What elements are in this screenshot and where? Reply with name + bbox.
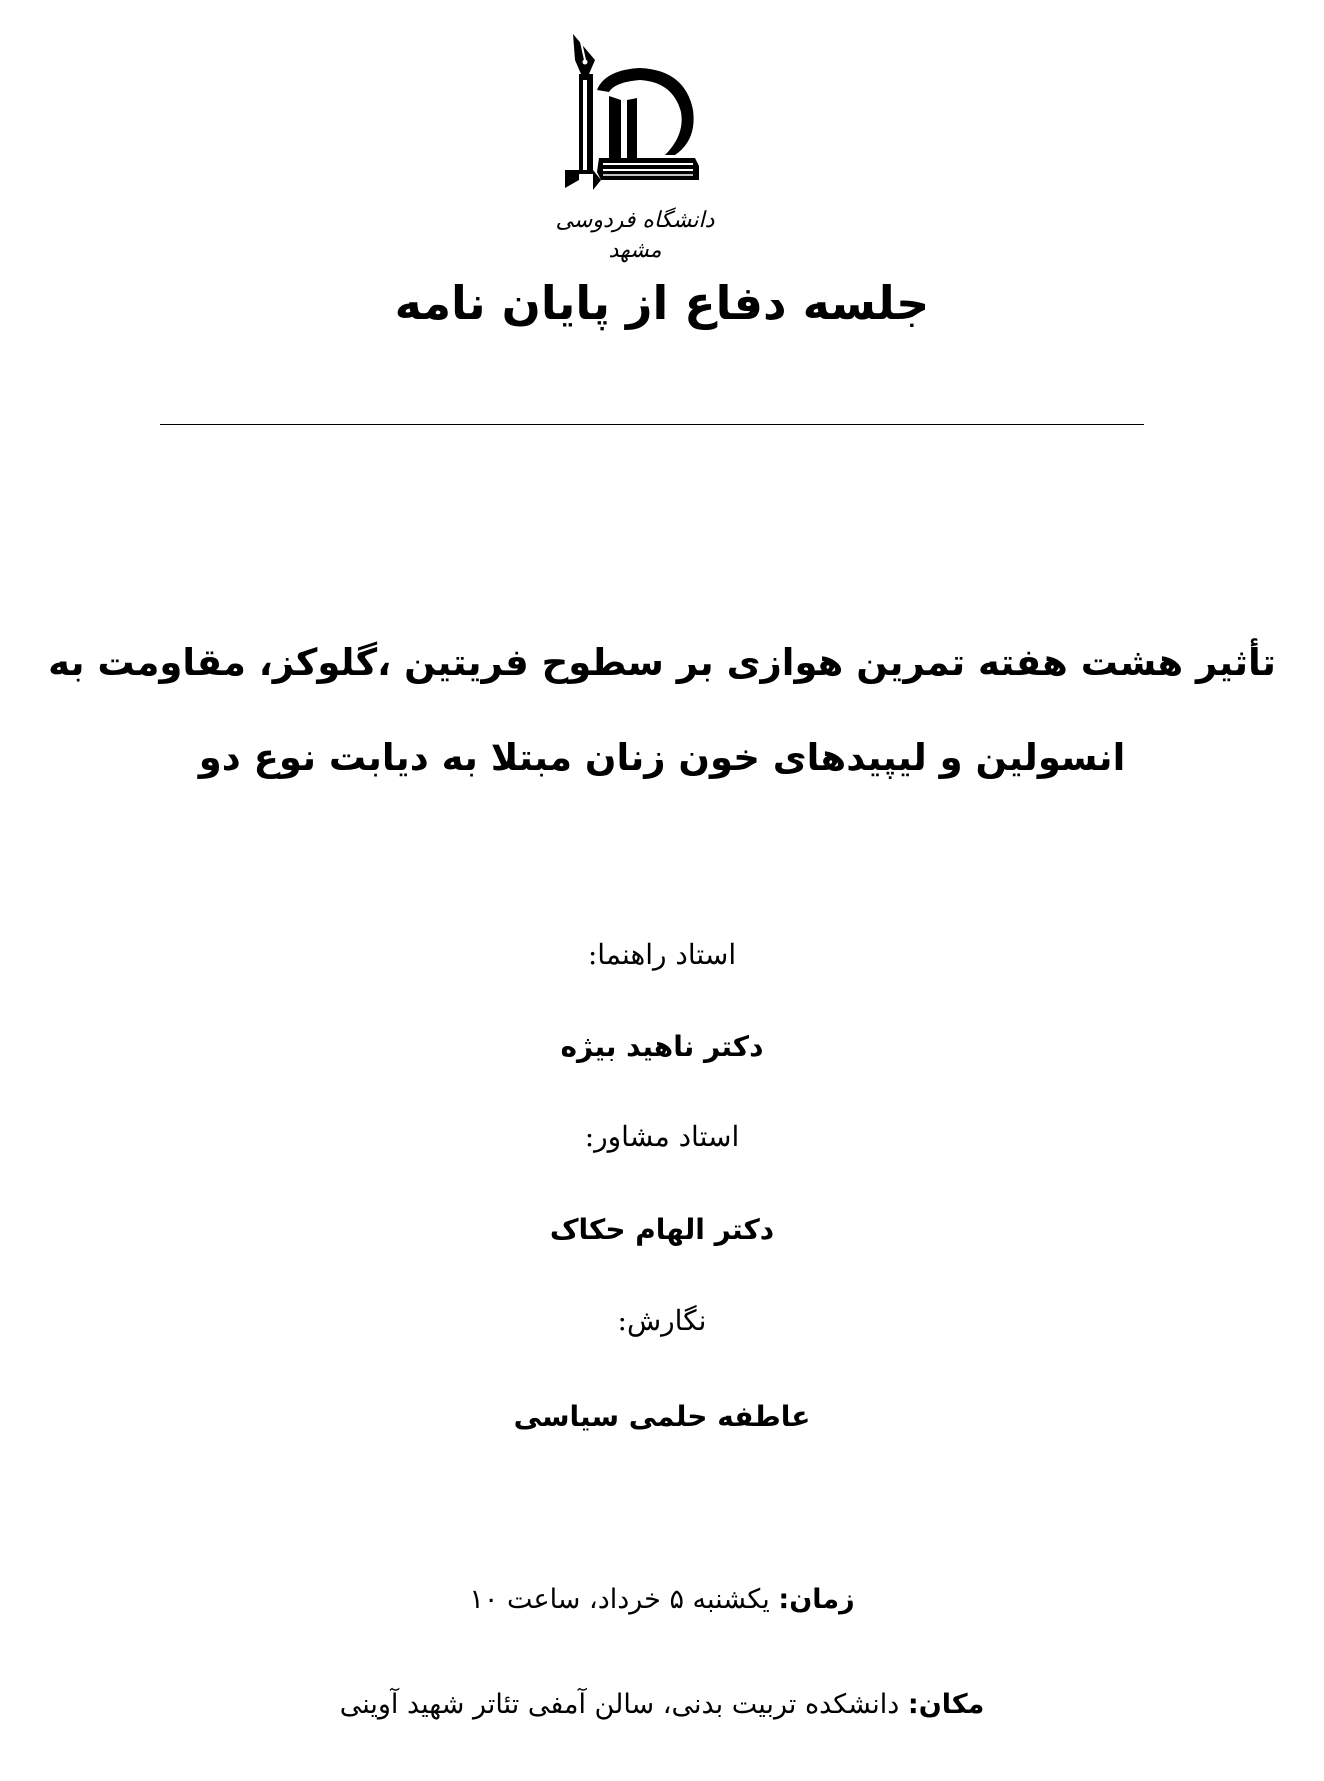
time-label: زمان: bbox=[778, 1584, 855, 1615]
advisor-label: استاد مشاور: bbox=[584, 1120, 740, 1153]
thesis-title: تأثیر هشت هفته تمرین هوازی بر سطوح فریتین ،گلوکز، مقاومت به انسولین و لیپیدهای خون زنان مبتلا به دیابت نوع دو bbox=[48, 641, 1276, 779]
author-label: نگارش: bbox=[617, 1304, 707, 1337]
supervisor-name: دکتر ناهید بیژه bbox=[560, 1030, 764, 1063]
place-label: مکان: bbox=[907, 1689, 985, 1720]
page-title: جلسه دفاع از پایان نامه bbox=[394, 276, 930, 330]
schedule-time bbox=[0, 1575, 1324, 1625]
schedule-place bbox=[0, 1680, 1324, 1730]
place-value: دانشکده تربیت بدنی، سالن آمفی تئاتر شهید آوینی bbox=[339, 1689, 908, 1720]
supervisor-label: استاد راهنما: bbox=[587, 938, 737, 971]
title-divider bbox=[160, 424, 1144, 425]
time-value: یکشنبه ۵ خرداد، ساعت ۱۰ bbox=[469, 1584, 779, 1615]
logo-caption: دانشگاه فردوسی مشهد bbox=[555, 208, 715, 263]
advisor-name: دکتر الهام حکاک bbox=[549, 1213, 775, 1246]
author-name: عاطفه حلمی سیاسی bbox=[513, 1400, 811, 1433]
pen-book-emblem-icon bbox=[535, 30, 735, 210]
